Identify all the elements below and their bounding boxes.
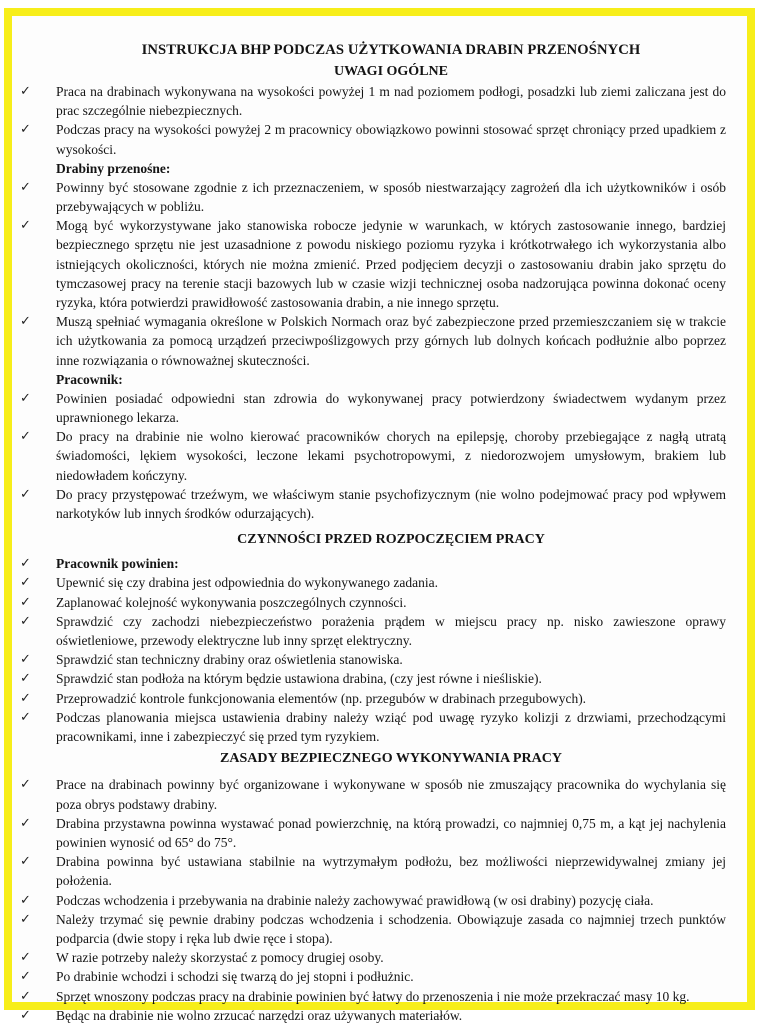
check-icon: ✓ [20,777,31,793]
document-content [20,40,726,1025]
check-icon: ✓ [20,988,31,1004]
check-icon: ✓ [20,314,31,330]
list-item-lead: ✓ Pracownik powinien: [56,554,726,573]
check-icon: ✓ [20,179,31,195]
check-icon: ✓ [20,892,31,908]
check-icon: ✓ [20,1007,31,1023]
list-item: ✓ Drabina przystawna powinna wystawać ponad powierzchnię, na którą prowadzi, co najmniej 0,75 m, a kąt jej nachylenia powinien wynosić od 65° do 75°. [20,815,726,850]
check-icon: ✓ [20,218,31,234]
list-item: ✓ Po drabinie wchodzi i schodzi się twarzą do jej stopni i podłużnic. [56,967,726,986]
ladders-list [20,178,726,370]
document-title: INSTRUKCJA BHP PODCZAS UŻYTKOWANIA DRABIN PRZENOŚNYCH [141,42,641,58]
list-item: ✓ Mogą być wykorzystywane jako stanowiska robocze jedynie w warunkach, w których zastosowanie innego, bardziej bezpiecznego sprzętu nie jest uzasadnione z powodu niskiego poziomu ryzyka i krótkotrwałego ich wykorzystania albo istniejących okoliczności, których nie można zmienić. Przed podjęciem decyzji o zastosowaniu drabin jako sprzętu do tymczasowej pracy na terenie stacji bazowych lub w czasie wizji technicznej osoba nadzorująca powinna dokonać oceny ryzyka, która potwierdzi prawidłowość zastosowania drabin, a nie innego sprzętu. [20,218,726,311]
list-item: ✓ Sprawdzić stan techniczny drabiny oraz oświetlenia stanowiska. [56,650,726,669]
list-item: ✓ Sprawdzić stan podłoża na którym będzie ustawiona drabina, (czy jest równe i nieśliskie). [56,669,726,688]
list-item: ✓ Sprawdzić czy zachodzi niebezpieczeństwo porażenia prądem w miejscu pracy np. nisko zawieszone oprawy oświetleniowe, przewody elektryczne lub inny sprzęt elektryczny. [20,613,726,649]
check-icon: ✓ [20,575,31,591]
check-icon: ✓ [20,815,31,831]
list-item: ✓ Powinny być stosowane zgodnie z ich przeznaczeniem, w sposób niestwarzający zagrożeń dla ich użytkowników i osób przebywających w pobliżu. [20,179,726,215]
subheading-ladders: Drabiny przenośne: [56,160,171,176]
check-icon: ✓ [20,556,31,572]
list-item: ✓ Praca na drabinach wykonywana na wysokości powyżej 1 m nad poziomem podłogi, posadzki lub ziemi zaliczana jest do prac szczególnie niebezpiecznych. [20,84,726,119]
list-item: ✓ Należy trzymać się pewnie drabiny podczas wchodzenia i schodzenia. Obowiązuje zasada co najmniej trzech punktów podparcia (dwie stopy i ręka lub dwie ręce i stopa). [20,911,726,946]
section-heading-safe-work: ZASADY BEZPIECZNEGO WYKONYWANIA PRACY [220,751,562,767]
section-heading-general: UWAGI OGÓLNE [334,64,448,79]
check-icon: ✓ [20,690,31,706]
worker-list [20,389,726,523]
check-icon: ✓ [20,613,31,629]
list-item: ✓ Podczas wchodzenia i przebywania na drabinie należy zachowywać prawidłową (w osi drabiny) pozycję ciała. [56,891,726,910]
check-icon: ✓ [20,652,31,668]
safe-work-list [20,775,726,1025]
list-item: ✓ Upewnić się czy drabina jest odpowiednia do wykonywanego zadania. [56,573,726,592]
list-item: ✓ Przeprowadzić kontrole funkcjonowania elementów (np. przegubów w drabinach przegubowych). [56,689,726,708]
check-icon: ✓ [20,671,31,687]
check-icon: ✓ [20,84,31,99]
list-item: ✓ Do pracy przystępować trzeźwym, we właściwym stanie psychofizycznym (nie wolno podejmować pracy pod wpływem narkotyków lub innych środków odurzających). [20,486,726,522]
list-item: ✓ Prace na drabinach powinny być organizowane i wykonywane w sposób nie zmuszający pracownika do wychylania się poza obrys podstawy drabiny. [20,777,726,812]
general-list [20,82,726,159]
check-icon: ✓ [20,709,31,725]
list-item: ✓ Drabina powinna być ustawiana stabilnie na wytrzymałym podłożu, bez możliwości nieprzewidywalnej zmiany jej położenia. [20,854,726,889]
document-frame [4,8,755,1023]
section-heading-before-work: CZYNNOŚCI PRZED ROZPOCZĘCIEM PRACY [237,532,545,548]
list-item: ✓ Podczas pracy na wysokości powyżej 2 m pracownicy obowiązkowo powinni stosować sprzęt chroniący przed upadkiem z wysokości. [20,122,726,157]
list-item: ✓ Powinien posiadać odpowiedni stan zdrowia do wykonywanej pracy potwierdzony świadectwem wydanym przez uprawnionego lekarza. [20,390,726,426]
check-icon: ✓ [20,122,31,138]
list-item: ✓ Zaplanować kolejność wykonywania poszczególnych czynności. [56,593,726,612]
list-item: ✓ Do pracy na drabinie nie wolno kierować pracowników chorych na epilepsję, choroby przebiegające z nagłą utratą świadomości, lękiem wysokości, leczone lekami psychotropowymi, z niedorozwojem umysłowym, brakiem lub niedowładem kończyny. [20,429,726,483]
list-item: ✓ Podczas planowania miejsca ustawienia drabiny należy wziąć pod uwagę ryzyko kolizji z drzwiami, przechodzącymi pracownikami, inne i zabezpieczyć się przed tym ryzykiem. [20,709,726,745]
check-icon: ✓ [20,390,31,406]
subheading-worker: Pracownik: [56,371,123,387]
list-item: ✓ W razie potrzeby należy skorzystać z pomocy drugiej osoby. [56,948,726,967]
check-icon: ✓ [20,486,31,502]
check-icon: ✓ [20,950,31,966]
before-work-list [20,554,726,746]
check-icon: ✓ [20,594,31,610]
check-icon: ✓ [20,911,31,927]
list-item: ✓ Sprzęt wnoszony podczas pracy na drabinie powinien być łatwy do przenoszenia i nie może przekraczać masy 10 kg. [56,987,726,1006]
list-item: ✓ Będąc na drabinie nie wolno zrzucać narzędzi oraz używanych materiałów. [56,1006,726,1025]
check-icon: ✓ [20,429,31,445]
list-item: ✓ Muszą spełniać wymagania określone w Polskich Normach oraz być zabezpieczone przed przemieszczaniem się w trakcie ich użytkowania za pomocą urządzeń przeciwpoślizgowych przy górnych lub dolnych końcach podłużnie albo poprzez inne rozwiązania o równoważnej skuteczności. [20,314,726,368]
check-icon: ✓ [20,854,31,870]
check-icon: ✓ [20,969,31,985]
